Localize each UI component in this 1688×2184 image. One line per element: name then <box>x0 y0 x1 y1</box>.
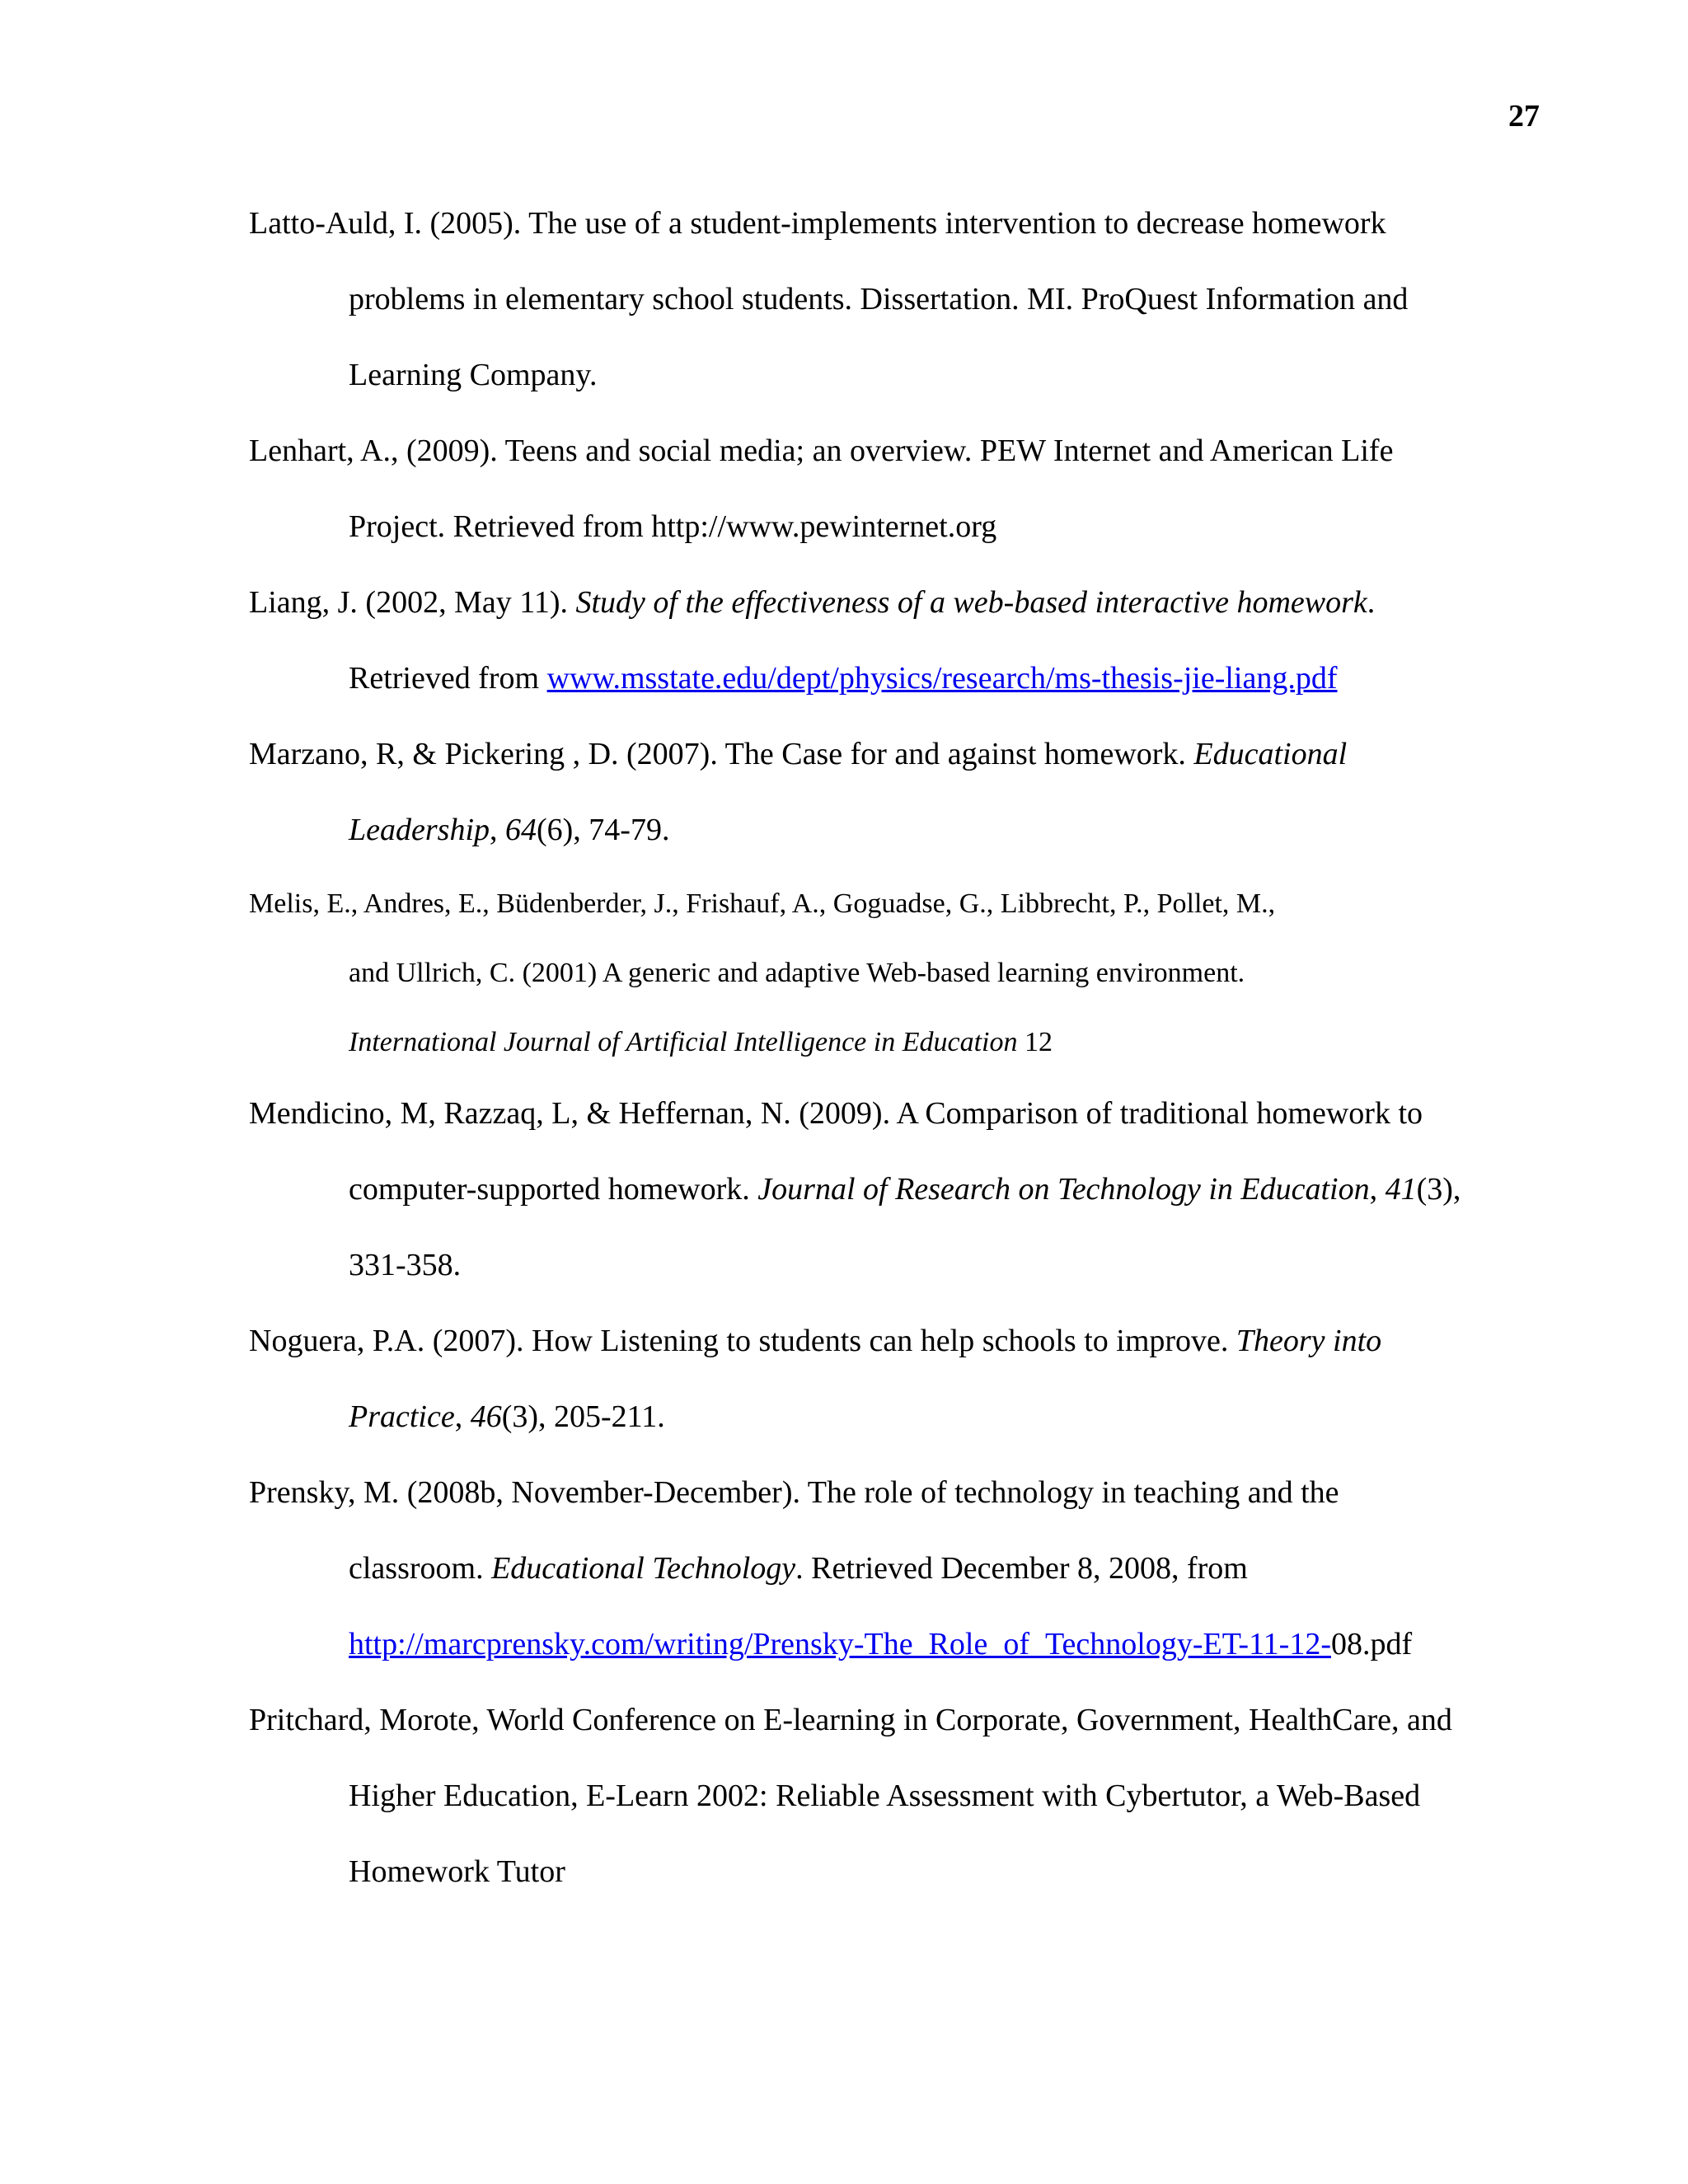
reference-liang-link[interactable]: www.msstate.edu/dept/physics/research/ms-thesis-jie-liang.pdf <box>546 661 1338 696</box>
reference-prensky-classroom: classroom. <box>349 1551 492 1586</box>
reference-marzano-issue-pages: (6), 74-79. <box>537 813 670 847</box>
reference-pritchard-line-1: Pritchard, Morote, World Conference on E-learning in Corporate, Government, HealthCare, and <box>249 1703 1452 1737</box>
reference-lenhart-line-1: Lenhart, A., (2009). Teens and social media; an overview. PEW Internet and American Life <box>249 434 1394 468</box>
reference-noguera-authors: Noguera, P.A. (2007). How Listening to students can help schools to improve. <box>249 1324 1236 1358</box>
reference-prensky-journal: Educational Technology <box>491 1551 796 1586</box>
reference-marzano-line-1 <box>249 738 1347 770</box>
reference-noguera-line-2 <box>349 1401 665 1432</box>
reference-melis-line-2: and Ullrich, C. (2001) A generic and adaptive Web-based learning environment. <box>349 958 1245 988</box>
reference-mendicino-issue: (3), <box>1416 1172 1461 1207</box>
reference-marzano-authors: Marzano, R, & Pickering , D. (2007). The Case for and against homework. <box>249 737 1194 771</box>
reference-liang-retrieved: Retrieved from <box>349 661 547 696</box>
reference-marzano-volume: 64 <box>505 813 537 847</box>
reference-mendicino-volume: 41 <box>1385 1172 1417 1207</box>
reference-marzano-separator: , <box>490 813 505 847</box>
reference-mendicino-title-end: computer-supported homework. <box>349 1172 758 1207</box>
reference-liang-authors: Liang, J. (2002, May 11). <box>249 585 576 620</box>
reference-noguera-separator: , <box>454 1399 471 1434</box>
reference-liang-line-2 <box>349 663 1338 694</box>
reference-noguera-journal-part-2: Practice <box>349 1399 455 1434</box>
reference-melis-line-1: Melis, E., Andres, E., Büdenberder, J., Frishauf, A., Goguadse, G., Libbrecht, P., Pollet, M., <box>249 888 1276 919</box>
reference-marzano-journal-part-2: Leadership <box>349 813 490 847</box>
reference-mendicino-journal: Journal of Research on Technology in Education <box>757 1172 1370 1207</box>
reference-latto-auld-line-1: Latto-Auld, I. (2005). The use of a student-implements intervention to decrease homework <box>249 206 1386 241</box>
reference-prensky-line-2 <box>349 1553 1248 1584</box>
reference-noguera-journal-part-1: Theory into <box>1236 1324 1382 1358</box>
reference-latto-auld-line-2: problems in elementary school students. Dissertation. MI. ProQuest Information and <box>349 282 1409 316</box>
reference-melis-line-3 <box>349 1029 1053 1057</box>
reference-marzano-journal-part-1: Educational <box>1193 737 1348 771</box>
reference-liang-line-1 <box>249 587 1375 618</box>
reference-prensky-retrieved: . Retrieved December 8, 2008, from <box>795 1551 1248 1586</box>
reference-mendicino-separator: , <box>1369 1172 1386 1207</box>
reference-liang-title: Study of the effectiveness of a web-based interactive homework <box>575 585 1367 620</box>
reference-mendicino-line-3: 331-358. <box>349 1248 462 1282</box>
reference-pritchard-line-3: Homework Tutor <box>349 1854 565 1889</box>
reference-latto-auld-line-3: Learning Company. <box>349 358 598 392</box>
reference-noguera-line-1 <box>249 1325 1381 1357</box>
reference-prensky-link[interactable]: http://marcprensky.com/writing/Prensky-The_Role_of_Technology-ET-11-12- <box>349 1627 1331 1661</box>
reference-melis-volume: 12 <box>1017 1027 1053 1057</box>
page-number: 27 <box>1508 99 1540 134</box>
reference-noguera-volume: 46 <box>470 1399 502 1434</box>
reference-noguera-issue-pages: (3), 205-211. <box>501 1399 665 1434</box>
reference-prensky-link-suffix: 08.pdf <box>1330 1627 1413 1661</box>
reference-liang-period: . <box>1367 585 1376 620</box>
reference-pritchard-line-2: Higher Education, E-Learn 2002: Reliable Assessment with Cybertutor, a Web-Based <box>349 1779 1421 1813</box>
reference-prensky-line-3 <box>349 1629 1412 1660</box>
reference-marzano-line-2 <box>349 814 669 846</box>
reference-mendicino-line-1: Mendicino, M, Razzaq, L, & Heffernan, N. (2009). A Comparison of traditional homework to <box>249 1096 1423 1131</box>
reference-mendicino-line-2 <box>349 1174 1461 1205</box>
reference-prensky-line-1: Prensky, M. (2008b, November-December). The role of technology in teaching and the <box>249 1475 1339 1510</box>
reference-melis-journal: International Journal of Artificial Intelligence in Education <box>349 1027 1018 1057</box>
reference-lenhart-line-2: Project. Retrieved from http://www.pewinternet.org <box>349 509 997 544</box>
